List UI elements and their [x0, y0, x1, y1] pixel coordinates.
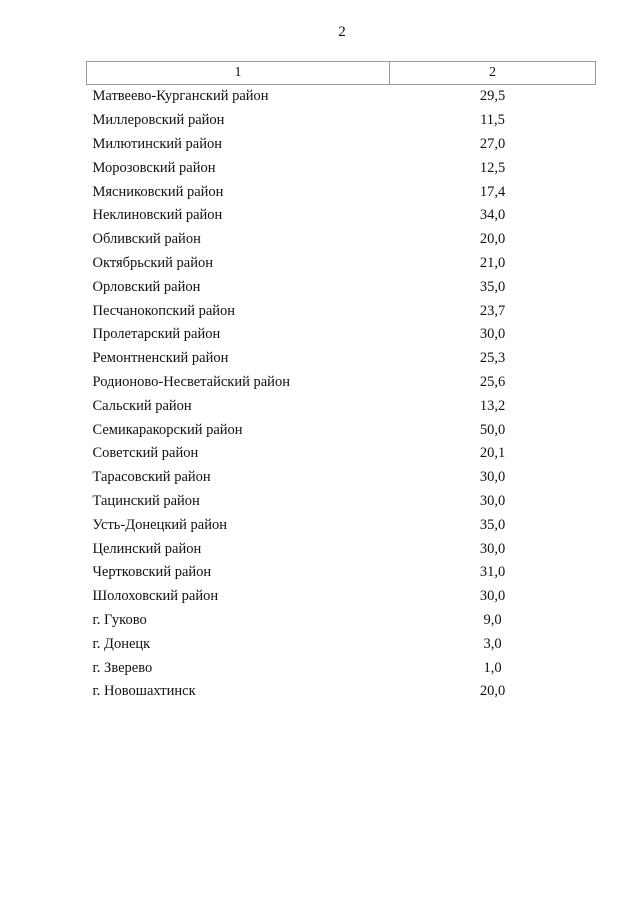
district-value: 23,7 — [479, 302, 506, 319]
district-name: Миллеровский район — [92, 112, 225, 129]
table-row — [87, 585, 596, 609]
table-header-row — [87, 62, 596, 85]
table-row — [87, 394, 596, 418]
district-name: Песчанокопский район — [92, 302, 236, 319]
table-header — [87, 62, 596, 85]
district-value: 17,4 — [479, 183, 506, 200]
district-name: Мясниковский район — [92, 183, 224, 200]
district-name: г. Новошахтинск — [92, 683, 196, 700]
table-row — [87, 180, 596, 204]
table-row — [87, 680, 596, 704]
district-name: Семикаракорский район — [92, 421, 243, 438]
district-value: 12,5 — [479, 159, 506, 176]
district-name: Шолоховский район — [92, 588, 219, 605]
district-value: 29,5 — [479, 88, 506, 105]
district-value: 25,6 — [479, 373, 506, 390]
table-row — [87, 156, 596, 180]
district-value: 9,0 — [483, 611, 502, 628]
table-row — [87, 109, 596, 133]
district-value: 1,0 — [483, 659, 502, 676]
district-name: г. Зверево — [92, 659, 153, 676]
district-value: 20,0 — [479, 683, 506, 700]
district-value: 30,0 — [479, 469, 506, 486]
column-header-2: 2 — [390, 62, 596, 85]
data-table — [86, 61, 596, 704]
table-row — [87, 204, 596, 228]
table-row — [87, 228, 596, 252]
table-row — [87, 490, 596, 514]
district-name: Матвеево-Курганский район — [92, 88, 269, 105]
table-row — [87, 275, 596, 299]
column-header-1: 1 — [87, 62, 390, 85]
district-value: 50,0 — [479, 421, 506, 438]
table-row — [87, 252, 596, 276]
district-value: 30,0 — [479, 326, 506, 343]
district-value: 20,0 — [479, 231, 506, 248]
district-value: 31,0 — [479, 564, 506, 581]
district-name: Неклиновский район — [92, 207, 223, 224]
district-value: 30,0 — [479, 540, 506, 557]
district-name: Ремонтненский район — [92, 350, 229, 367]
table-body — [87, 85, 596, 704]
table-row — [87, 561, 596, 585]
district-value: 25,3 — [479, 350, 506, 367]
district-value: 30,0 — [479, 492, 506, 509]
district-value: 35,0 — [479, 278, 506, 295]
district-value: 21,0 — [479, 254, 506, 271]
table-row — [87, 347, 596, 371]
district-value: 35,0 — [479, 516, 506, 533]
table-row — [87, 323, 596, 347]
table-row — [87, 371, 596, 395]
district-value: 20,1 — [479, 445, 506, 462]
district-value: 27,0 — [479, 135, 506, 152]
table-row — [87, 442, 596, 466]
district-name: Морозовский район — [92, 159, 216, 176]
district-name: Обливский район — [92, 231, 201, 248]
table-row — [87, 85, 596, 109]
district-name: Целинский район — [92, 540, 202, 557]
district-name: Пролетарский район — [92, 326, 221, 343]
district-name: Милютинский район — [92, 135, 222, 152]
district-value: 34,0 — [479, 207, 506, 224]
district-name: Родионово-Несветайский район — [92, 373, 290, 390]
table-row — [87, 133, 596, 157]
table-row — [87, 466, 596, 490]
district-name: Октябрьский район — [92, 254, 213, 271]
district-name: Орловский район — [92, 278, 201, 295]
table-row — [87, 632, 596, 656]
table-row — [87, 656, 596, 680]
district-name: г. Донецк — [92, 635, 151, 652]
district-name: Советский район — [92, 445, 199, 462]
district-name: г. Гуково — [92, 611, 147, 628]
table-row — [87, 609, 596, 633]
district-value: 11,5 — [480, 112, 505, 129]
district-value: 3,0 — [483, 635, 502, 652]
table-row — [87, 513, 596, 537]
district-name: Тацинский район — [92, 492, 200, 509]
district-name: Тарасовский район — [92, 469, 211, 486]
district-name: Чертковский район — [92, 564, 212, 581]
district-name: Сальский район — [92, 397, 192, 414]
district-value: 30,0 — [479, 588, 506, 605]
table-row — [87, 299, 596, 323]
district-value: 13,2 — [479, 397, 506, 414]
district-name: Усть-Донецкий район — [92, 516, 227, 533]
table-row — [87, 537, 596, 561]
page-number: 2 — [338, 24, 346, 40]
table-row — [87, 418, 596, 442]
